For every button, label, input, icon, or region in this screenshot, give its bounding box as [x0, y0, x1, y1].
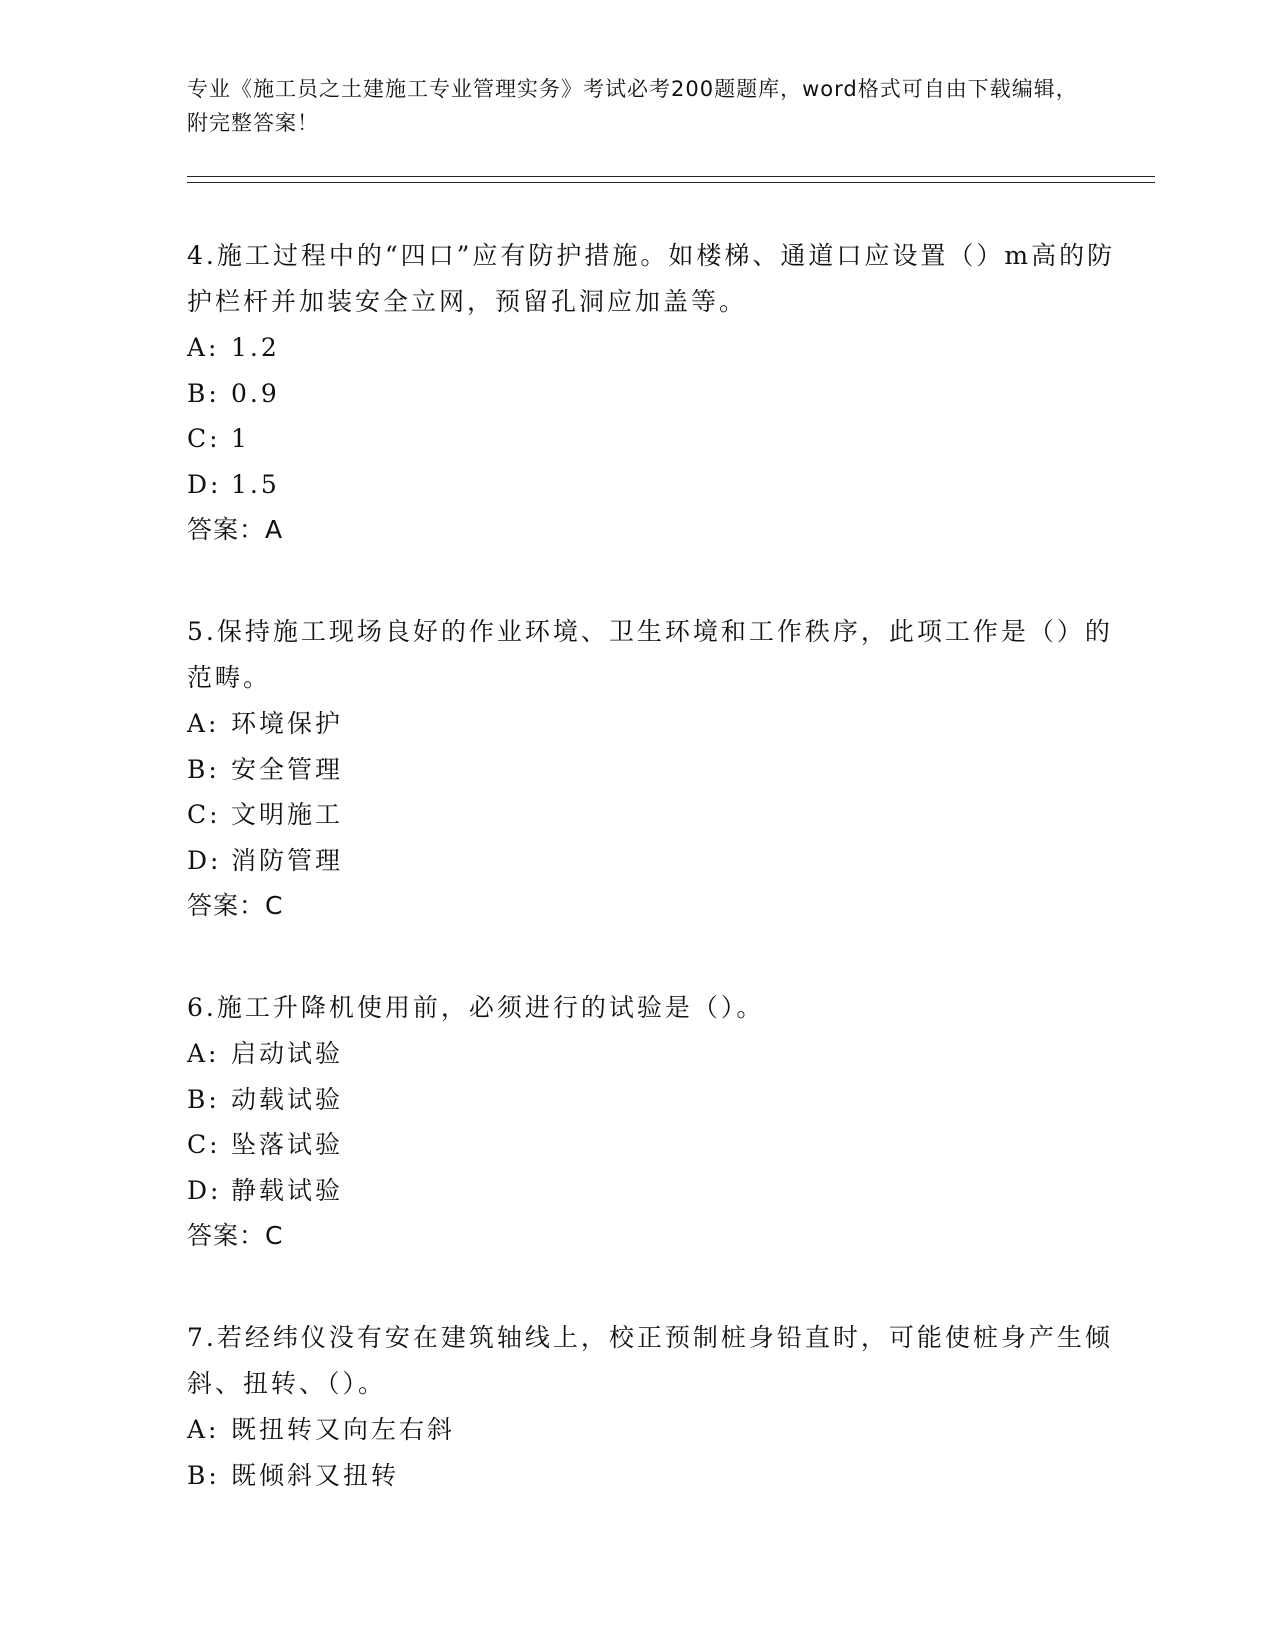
option-text: 消防管理 — [231, 845, 344, 875]
option-d — [187, 1168, 1127, 1214]
option-key: B: — [187, 1460, 220, 1490]
question-text: 7.若经纬仪没有安在建筑轴线上，校正预制桩身铅直时，可能使桩身产生倾斜、扭转、（）。 — [187, 1323, 1113, 1398]
option-key: A: — [187, 1415, 220, 1444]
option-text: 既扭转又向左右斜 — [231, 1415, 456, 1444]
option-text: 文明施工 — [231, 800, 344, 829]
answer-line: 答案：C — [187, 891, 284, 920]
option-key: B: — [187, 754, 220, 784]
option-text: 动载试验 — [231, 1084, 344, 1114]
option-key: A: — [187, 333, 220, 362]
header-rule-top — [187, 176, 1155, 177]
option-key: B: — [187, 378, 220, 408]
option-b — [187, 747, 1127, 793]
question-6 — [187, 985, 1127, 1259]
option-key: C: — [187, 1130, 221, 1159]
option-a — [187, 701, 1127, 747]
option-text: 静载试验 — [231, 1175, 344, 1205]
option-key: C: — [187, 800, 221, 829]
option-text: 坠落试验 — [231, 1130, 344, 1159]
option-c — [187, 1122, 1127, 1168]
question-list — [187, 233, 1127, 1554]
option-text: 0.9 — [231, 378, 280, 408]
option-d — [187, 462, 1127, 508]
answer-line: 答案：A — [187, 515, 284, 544]
option-text: 启动试验 — [231, 1039, 344, 1068]
option-text: 1.5 — [231, 469, 280, 499]
header-rule-bottom — [187, 182, 1155, 183]
question-text: 4.施工过程中的“四口”应有防护措施。如楼梯、通道口应设置（）m高的防护栏杆并加装安全立网，预留孔洞应加盖等。 — [187, 241, 1116, 316]
option-a — [187, 325, 1127, 371]
question-text: 6.施工升降机使用前，必须进行的试验是（）。 — [187, 993, 765, 1022]
option-key: D: — [187, 469, 222, 499]
question-text: 5.保持施工现场良好的作业环境、卫生环境和工作秩序，此项工作是（）的范畴。 — [187, 617, 1113, 692]
option-text: 安全管理 — [231, 754, 344, 784]
option-key: B: — [187, 1084, 220, 1114]
option-a — [187, 1407, 1127, 1453]
document-header: 专业《施工员之土建施工专业管理实务》考试必考200题题库，word格式可自由下载编辑，附完整答案！ — [187, 77, 1078, 135]
option-a — [187, 1031, 1127, 1077]
option-text: 1 — [231, 424, 250, 453]
question-4 — [187, 233, 1127, 553]
option-key: A: — [187, 709, 220, 738]
question-7 — [187, 1315, 1127, 1498]
option-c — [187, 792, 1127, 838]
option-text: 环境保护 — [231, 709, 344, 738]
option-key: A: — [187, 1039, 220, 1068]
question-5 — [187, 609, 1127, 929]
answer-line: 答案：C — [187, 1221, 284, 1250]
option-b — [187, 1077, 1127, 1123]
option-text: 既倾斜又扭转 — [231, 1460, 400, 1490]
option-b — [187, 1453, 1127, 1499]
option-c — [187, 416, 1127, 462]
option-key: C: — [187, 424, 221, 453]
option-key: D: — [187, 845, 222, 875]
option-text: 1.2 — [231, 333, 280, 362]
option-d — [187, 838, 1127, 884]
option-key: D: — [187, 1175, 222, 1205]
option-b — [187, 371, 1127, 417]
